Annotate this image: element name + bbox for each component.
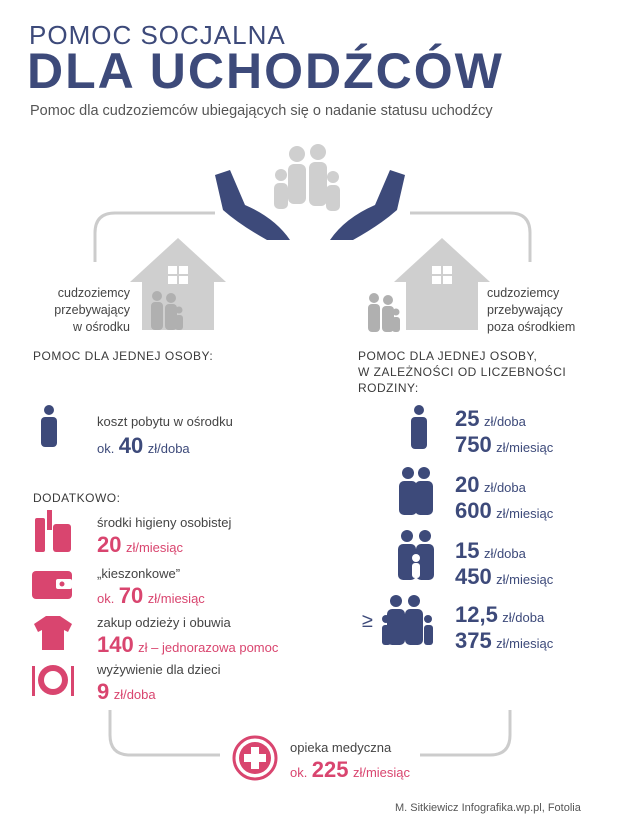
- hygiene-icon: [33, 510, 73, 552]
- page-title: DLA UCHODŹCÓW: [27, 43, 504, 99]
- extras-title: DODATKOWO:: [33, 491, 121, 505]
- extra-value: 9 zł/doba: [97, 679, 156, 704]
- greater-equal-sign: ≥: [362, 610, 373, 632]
- extra-label: zakup odzieży i obuwia: [97, 615, 231, 630]
- person-icon: [38, 405, 60, 447]
- medical-cross-icon: [232, 735, 278, 781]
- extra-label: środki higieny osobistej: [97, 515, 232, 530]
- extra-value: 140 zł – jednorazowa pomoc: [97, 632, 279, 657]
- extra-value: 20 zł/miesiąc: [97, 532, 184, 557]
- family-hands-icon: [205, 140, 415, 250]
- stay-label: koszt pobytu w ośrodku: [97, 414, 233, 429]
- extra-value: ok. 70 zł/miesiąc: [97, 583, 205, 608]
- credit: M. Sitkiewicz Infografika.wp.pl, Fotolia: [395, 802, 581, 814]
- tier-values: 15 zł/doba 450 zł/miesiąc: [455, 538, 554, 589]
- extra-label: „kieszonkowe”: [97, 566, 181, 581]
- tier-values: 12,5 zł/doba 375 zł/miesiąc: [455, 602, 554, 653]
- pretitle: POMOC SOCJALNA: [29, 20, 286, 50]
- medical-value: ok. 225 zł/miesiąc: [290, 757, 411, 782]
- meal-icon: [30, 662, 76, 698]
- two-persons-icon: [395, 467, 437, 515]
- four-persons-icon: [382, 595, 434, 645]
- medical-label: opieka medyczna: [290, 740, 392, 755]
- subtitle: Pomoc dla cudzoziemców ubiegających się o nadanie statusu uchodźcy: [30, 103, 493, 119]
- extra-label: wyżywienie dla dzieci: [97, 662, 221, 677]
- family-small-icon: [362, 292, 402, 334]
- tier-values: 25 zł/doba 750 zł/miesiąc: [455, 406, 554, 457]
- one-person-icon: [408, 405, 430, 449]
- three-persons-icon: [395, 530, 437, 580]
- tier-values: 20 zł/doba 600 zł/miesiąc: [455, 472, 554, 523]
- wallet-icon: [32, 565, 74, 601]
- right-group-label: cudzoziemcy przebywający poza ośrodkiem: [487, 286, 576, 334]
- right-section-title: POMOC DLA JEDNEJ OSOBY, W ZALEŻNOŚCI OD LICZEBNOŚCI RODZINY:: [358, 349, 567, 395]
- clothing-icon: [32, 612, 74, 650]
- left-section-title: POMOC DLA JEDNEJ OSOBY:: [33, 349, 214, 363]
- family-small-icon: [145, 290, 185, 332]
- stay-value: ok. 40 zł/doba: [97, 433, 190, 458]
- house-icon: [392, 238, 492, 330]
- left-group-label: cudzoziemcy przebywający w ośrodku: [54, 286, 130, 334]
